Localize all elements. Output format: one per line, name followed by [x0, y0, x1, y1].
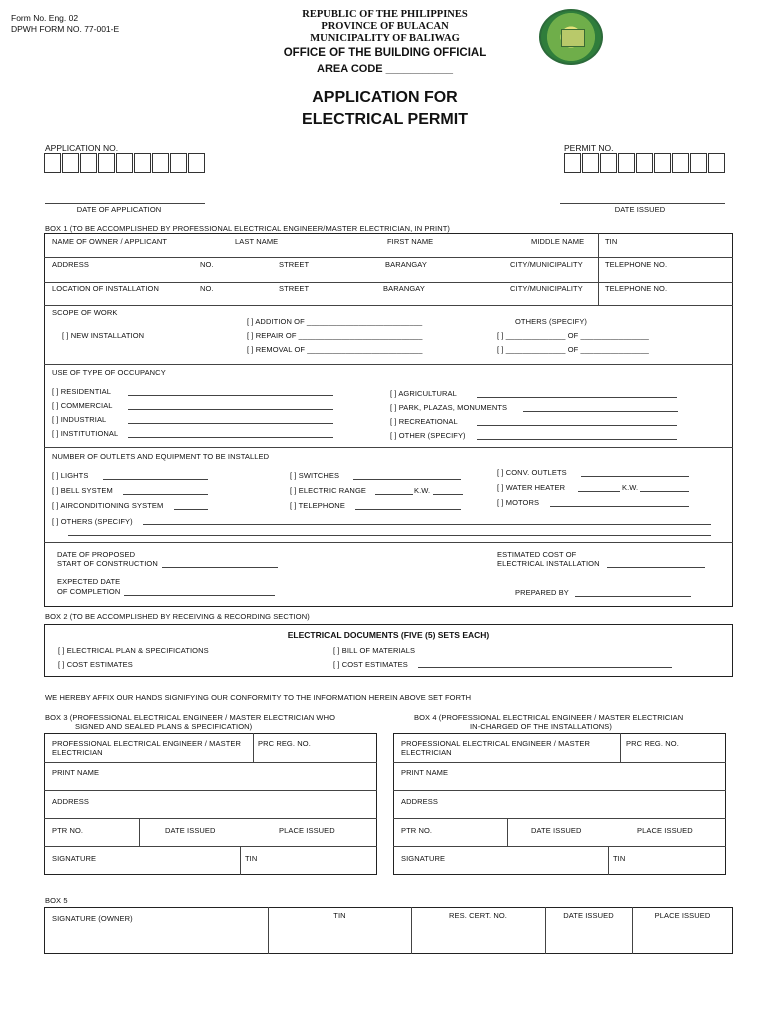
box3-print-name-label: PRINT NAME — [52, 768, 100, 777]
range-line[interactable] — [375, 494, 413, 495]
outlets-label: NUMBER OF OUTLETS AND EQUIPMENT TO BE INSTALLED — [52, 452, 270, 461]
header-municipality: MUNICIPALITY OF BALIWAG — [310, 33, 460, 44]
box3-pee-label-2: ELECTRICIAN — [52, 748, 103, 757]
permit-no-label: PERMIT NO. — [564, 143, 614, 153]
box4-prc-label: PRC REG. NO. — [626, 739, 679, 748]
date-application-line[interactable] — [45, 203, 205, 204]
conv-outlets-checkbox[interactable]: [ ] CONV. OUTLETS — [497, 468, 567, 477]
box4-date-issued-label: DATE ISSUED — [531, 826, 582, 835]
residential-line[interactable] — [128, 395, 333, 396]
electrical-plan-checkbox[interactable]: [ ] ELECTRICAL PLAN & SPECIFICATIONS — [58, 646, 209, 655]
others-line-1[interactable] — [143, 524, 711, 525]
institutional-checkbox[interactable]: [ ] INSTITUTIONAL — [52, 429, 119, 438]
location-no-label: NO. — [200, 284, 214, 293]
recreational-line[interactable] — [477, 425, 677, 426]
form-number: Form No. Eng. 02 — [11, 13, 79, 23]
occupancy-label: USE OF TYPE OF OCCUPANCY — [52, 368, 166, 377]
date-issued-line[interactable] — [560, 203, 725, 204]
electric-range-checkbox[interactable]: [ ] ELECTRIC RANGE — [290, 486, 366, 495]
completion-line[interactable] — [124, 595, 275, 596]
box5-tin-label: TIN — [333, 911, 346, 920]
bill-of-materials-checkbox[interactable]: [ ] BILL OF MATERIALS — [333, 646, 416, 655]
tin-label: TIN — [605, 237, 618, 246]
other-scope-1[interactable]: [ ] ______________ OF ________________ — [497, 331, 649, 340]
box3-place-issued-label: PLACE ISSUED — [279, 826, 335, 835]
telephone-line[interactable] — [355, 509, 461, 510]
header-province: PROVINCE OF BULACAN — [321, 21, 449, 32]
telephone-label: TELEPHONE NO. — [605, 260, 668, 269]
start-construction-line[interactable] — [162, 567, 278, 568]
lights-checkbox[interactable]: [ ] LIGHTS — [52, 471, 89, 480]
middle-name-label: MIDDLE NAME — [531, 237, 585, 246]
electrical-documents-heading: ELECTRICAL DOCUMENTS (FIVE (5) SETS EACH) — [287, 630, 490, 640]
box3-signature-label: SIGNATURE — [52, 854, 97, 863]
box4-address-label: ADDRESS — [401, 797, 438, 806]
other-scope-2[interactable]: [ ] ______________ OF ________________ — [497, 345, 649, 354]
owner-signature-label: SIGNATURE (OWNER) — [52, 914, 133, 923]
range-kw-line[interactable] — [433, 494, 463, 495]
location-barangay-label: BARANGAY — [383, 284, 425, 293]
date-proposed-label-2: START OF CONSTRUCTION — [57, 559, 158, 568]
motors-line[interactable] — [550, 506, 689, 507]
box3-pee-label-1: PROFESSIONAL ELECTRICAL ENGINEER / MASTER — [52, 739, 241, 748]
address-city-label: CITY/MUNICIPALITY — [510, 260, 583, 269]
aircon-checkbox[interactable]: [ ] AIRCONDITIONING SYSTEM — [52, 501, 164, 510]
motors-checkbox[interactable]: [ ] MOTORS — [497, 498, 540, 507]
box2-heading: BOX 2 (TO BE ACCOMPLISHED BY RECEIVING & RECORDING SECTION) — [45, 612, 310, 621]
permit-no-boxes[interactable] — [564, 153, 726, 173]
switches-line[interactable] — [353, 479, 461, 480]
municipal-seal-icon — [539, 9, 603, 65]
res-cert-label: RES. CERT. NO. — [449, 911, 507, 920]
switches-checkbox[interactable]: [ ] SWITCHES — [290, 471, 340, 480]
application-no-boxes[interactable] — [44, 153, 206, 173]
industrial-line[interactable] — [128, 423, 333, 424]
agricultural-checkbox[interactable]: [ ] AGRICULTURAL — [390, 389, 457, 398]
others-specify-label: OTHERS (SPECIFY) — [515, 317, 588, 326]
repair-of-checkbox[interactable]: [ ] REPAIR OF _____________________________ — [247, 331, 423, 340]
box4-tin-label: TIN — [613, 854, 626, 863]
prepared-by-label: PREPARED BY — [515, 588, 569, 597]
box5-heading: BOX 5 — [45, 896, 68, 905]
location-telephone-label: TELEPHONE NO. — [605, 284, 668, 293]
form-title-line2: ELECTRICAL PERMIT — [302, 111, 468, 128]
recreational-checkbox[interactable]: [ ] RECREATIONAL — [390, 417, 458, 426]
others-outlets-checkbox[interactable]: [ ] OTHERS (SPECIFY) — [52, 517, 133, 526]
date-proposed-label-1: DATE OF PROPOSED — [57, 550, 136, 559]
box5-place-issued-label: PLACE ISSUED — [654, 911, 711, 920]
expected-date-label-1: EXPECTED DATE — [57, 577, 121, 586]
range-kw-label: K.W. — [414, 486, 431, 495]
box4-pee-label-2: ELECTRICIAN — [401, 748, 452, 757]
box4-ptr-label: PTR NO. — [401, 826, 433, 835]
addition-of-checkbox[interactable]: [ ] ADDITION OF ___________________________ — [247, 317, 423, 326]
cost-estimates-2-line[interactable] — [418, 667, 672, 668]
other-occupancy-checkbox[interactable]: [ ] OTHER (SPECIFY) — [390, 431, 466, 440]
header-republic: REPUBLIC OF THE PHILIPPINES — [302, 9, 468, 20]
conformity-statement: WE HEREBY AFFIX OUR HANDS SIGNIFYING OUR CONFORMITY TO THE INFORMATION HEREIN ABOVE SET FORTH — [45, 693, 472, 702]
lights-line[interactable] — [103, 479, 208, 480]
box5-date-issued-label: DATE ISSUED — [563, 911, 614, 920]
location-street-label: STREET — [279, 284, 310, 293]
last-name-label: LAST NAME — [235, 237, 279, 246]
commercial-checkbox[interactable]: [ ] COMMERCIAL — [52, 401, 113, 410]
box4-signature-label: SIGNATURE — [401, 854, 446, 863]
bell-system-checkbox[interactable]: [ ] BELL SYSTEM — [52, 486, 113, 495]
box4-heading-1: BOX 4 (PROFESSIONAL ELECTRICAL ENGINEER / MASTER ELECTRICIAN — [414, 713, 684, 722]
new-installation-checkbox[interactable]: [ ] NEW INSTALLATION — [62, 331, 145, 340]
heater-kw-line[interactable] — [640, 491, 689, 492]
prepared-by-line[interactable] — [575, 596, 691, 597]
first-name-label: FIRST NAME — [387, 237, 434, 246]
water-heater-checkbox[interactable]: [ ] WATER HEATER — [497, 483, 566, 492]
park-checkbox[interactable]: [ ] PARK, PLAZAS, MONUMENTS — [390, 403, 508, 412]
institutional-line[interactable] — [128, 437, 333, 438]
box3-prc-label: PRC REG. NO. — [258, 739, 311, 748]
box4-print-name-label: PRINT NAME — [401, 768, 449, 777]
expected-date-label-2: OF COMPLETION — [57, 587, 121, 596]
cost-estimates-checkbox[interactable]: [ ] COST ESTIMATES — [58, 660, 133, 669]
cost-estimates-2-checkbox[interactable]: [ ] COST ESTIMATES — [333, 660, 408, 669]
bell-line[interactable] — [123, 494, 208, 495]
box3-heading-1: BOX 3 (PROFESSIONAL ELECTRICAL ENGINEER / MASTER ELECTRICIAN WHO — [45, 713, 336, 722]
address-barangay-label: BARANGAY — [385, 260, 427, 269]
industrial-checkbox[interactable]: [ ] INDUSTRIAL — [52, 415, 107, 424]
agricultural-line[interactable] — [477, 397, 677, 398]
heater-kw-label: K.W. — [622, 483, 639, 492]
box3-tin-label: TIN — [245, 854, 258, 863]
residential-checkbox[interactable]: [ ] RESIDENTIAL — [52, 387, 112, 396]
other-occupancy-line[interactable] — [477, 439, 677, 440]
box4-place-issued-label: PLACE ISSUED — [637, 826, 693, 835]
conv-line[interactable] — [581, 476, 689, 477]
box3-ptr-label: PTR NO. — [52, 826, 84, 835]
aircon-line[interactable] — [174, 509, 208, 510]
header-office: OFFICE OF THE BUILDING OFFICIAL — [283, 47, 487, 59]
scope-of-work-label: SCOPE OF WORK — [52, 308, 118, 317]
date-of-application-label: DATE OF APPLICATION — [76, 205, 162, 214]
box3-heading-2: SIGNED AND SEALED PLANS & SPECIFICATION) — [75, 722, 253, 731]
box4-pee-label-1: PROFESSIONAL ELECTRICAL ENGINEER / MASTER — [401, 739, 590, 748]
header-area-code: AREA CODE ___________ — [317, 63, 453, 75]
telephone-checkbox[interactable]: [ ] TELEPHONE — [290, 501, 345, 510]
box3-date-issued-label: DATE ISSUED — [165, 826, 216, 835]
estimated-cost-line[interactable] — [607, 567, 705, 568]
location-city-label: CITY/MUNICIPALITY — [510, 284, 583, 293]
removal-of-checkbox[interactable]: [ ] REMOVAL OF ___________________________ — [247, 345, 423, 354]
estimated-cost-label-2: ELECTRICAL INSTALLATION — [497, 559, 600, 568]
owner-name-label: NAME OF OWNER / APPLICANT — [52, 237, 168, 246]
address-no-label: NO. — [200, 260, 214, 269]
date-issued-label: DATE ISSUED — [614, 205, 666, 214]
box1-heading: BOX 1 (TO BE ACCOMPLISHED BY PROFESSIONAL ELECTRICAL ENGINEER/MASTER ELECTRICIAN, IN PRINT) — [45, 224, 451, 233]
estimated-cost-label-1: ESTIMATED COST OF — [497, 550, 577, 559]
box3-address-label: ADDRESS — [52, 797, 89, 806]
address-label: ADDRESS — [52, 260, 89, 269]
commercial-line[interactable] — [128, 409, 333, 410]
box4-heading-2: IN-CHARGED OF THE INSTALLATIONS) — [470, 722, 612, 731]
others-line-2[interactable] — [68, 535, 711, 536]
address-street-label: STREET — [279, 260, 310, 269]
form-title-line1: APPLICATION FOR — [312, 89, 458, 106]
dpwh-form-number: DPWH FORM NO. 77-001-E — [11, 24, 120, 34]
park-line[interactable] — [523, 411, 678, 412]
heater-line[interactable] — [578, 491, 620, 492]
application-no-label: APPLICATION NO. — [45, 143, 119, 153]
location-label: LOCATION OF INSTALLATION — [52, 284, 159, 293]
